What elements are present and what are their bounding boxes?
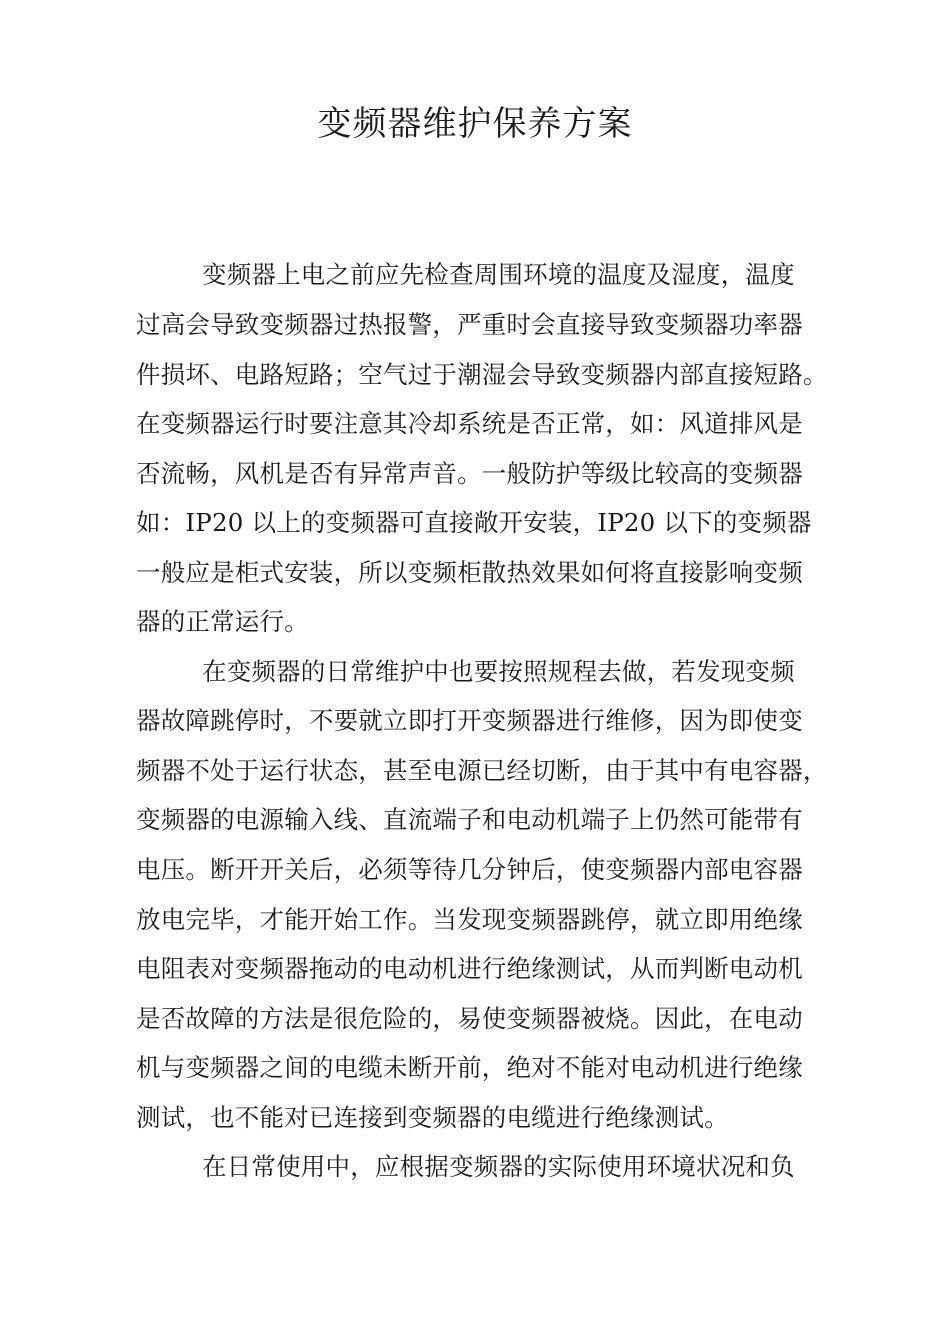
paragraph-2-line-1: 在变频器的日常维护中也要按照规程去做，若发现变频 (202, 657, 795, 686)
paragraph-2-line-10: 测试，也不能对已连接到变频器的电缆进行绝缘测试。 (136, 1103, 729, 1132)
paragraph-1-line-2: 过高会导致变频器过热报警，严重时会直接导致变频器功率器 (136, 310, 803, 339)
document-title: 变频器维护保养方案 (317, 104, 633, 144)
paragraph-3-line-1: 在日常使用中，应根据变频器的实际使用环境状况和负 (202, 1152, 795, 1181)
paragraph-1-line-7: 一般应是柜式安装，所以变频柜散热效果如何将直接影响变频 (136, 558, 803, 587)
paragraph-2-line-6: 放电完毕，才能开始工作。当发现变频器跳停，就立即用绝缘 (136, 905, 803, 934)
paragraph-2-line-4: 变频器的电源输入线、直流端子和电动机端子上仍然可能带有 (136, 805, 803, 834)
paragraph-2-line-3: 频器不处于运行状态，甚至电源已经切断，由于其中有电容器， (136, 756, 828, 785)
paragraph-2-line-2: 器故障跳停时，不要就立即打开变频器进行维修，因为即使变 (136, 706, 803, 735)
paragraph-1-line-3: 件损坏、电路短路；空气过于潮湿会导致变频器内部直接短路。 (136, 360, 828, 389)
paragraph-2-line-9: 机与变频器之间的电缆未断开前，绝对不能对电动机进行绝缘 (136, 1053, 803, 1082)
paragraph-1-line-6: 如：IP20 以上的变频器可直接敞开安装，IP20 以下的变频器 (136, 508, 812, 537)
paragraph-2-line-8: 是否故障的方法是很危险的，易使变频器被烧。因此，在电动 (136, 1004, 803, 1033)
paragraph-1-line-1: 变频器上电之前应先检查周围环境的温度及湿度，温度 (202, 260, 795, 289)
paragraph-1-line-8: 器的正常运行。 (136, 607, 309, 636)
paragraph-1-line-5: 否流畅，风机是否有异常声音。一般防护等级比较高的变频器 (136, 459, 803, 488)
paragraph-2-line-7: 电阻表对变频器拖动的电动机进行绝缘测试，从而判断电动机 (136, 954, 803, 983)
paragraph-2-line-5: 电压。断开开关后，必须等待几分钟后，使变频器内部电容器 (136, 855, 803, 884)
paragraph-1-line-4: 在变频器运行时要注意其冷却系统是否正常，如：风道排风是 (136, 409, 803, 438)
